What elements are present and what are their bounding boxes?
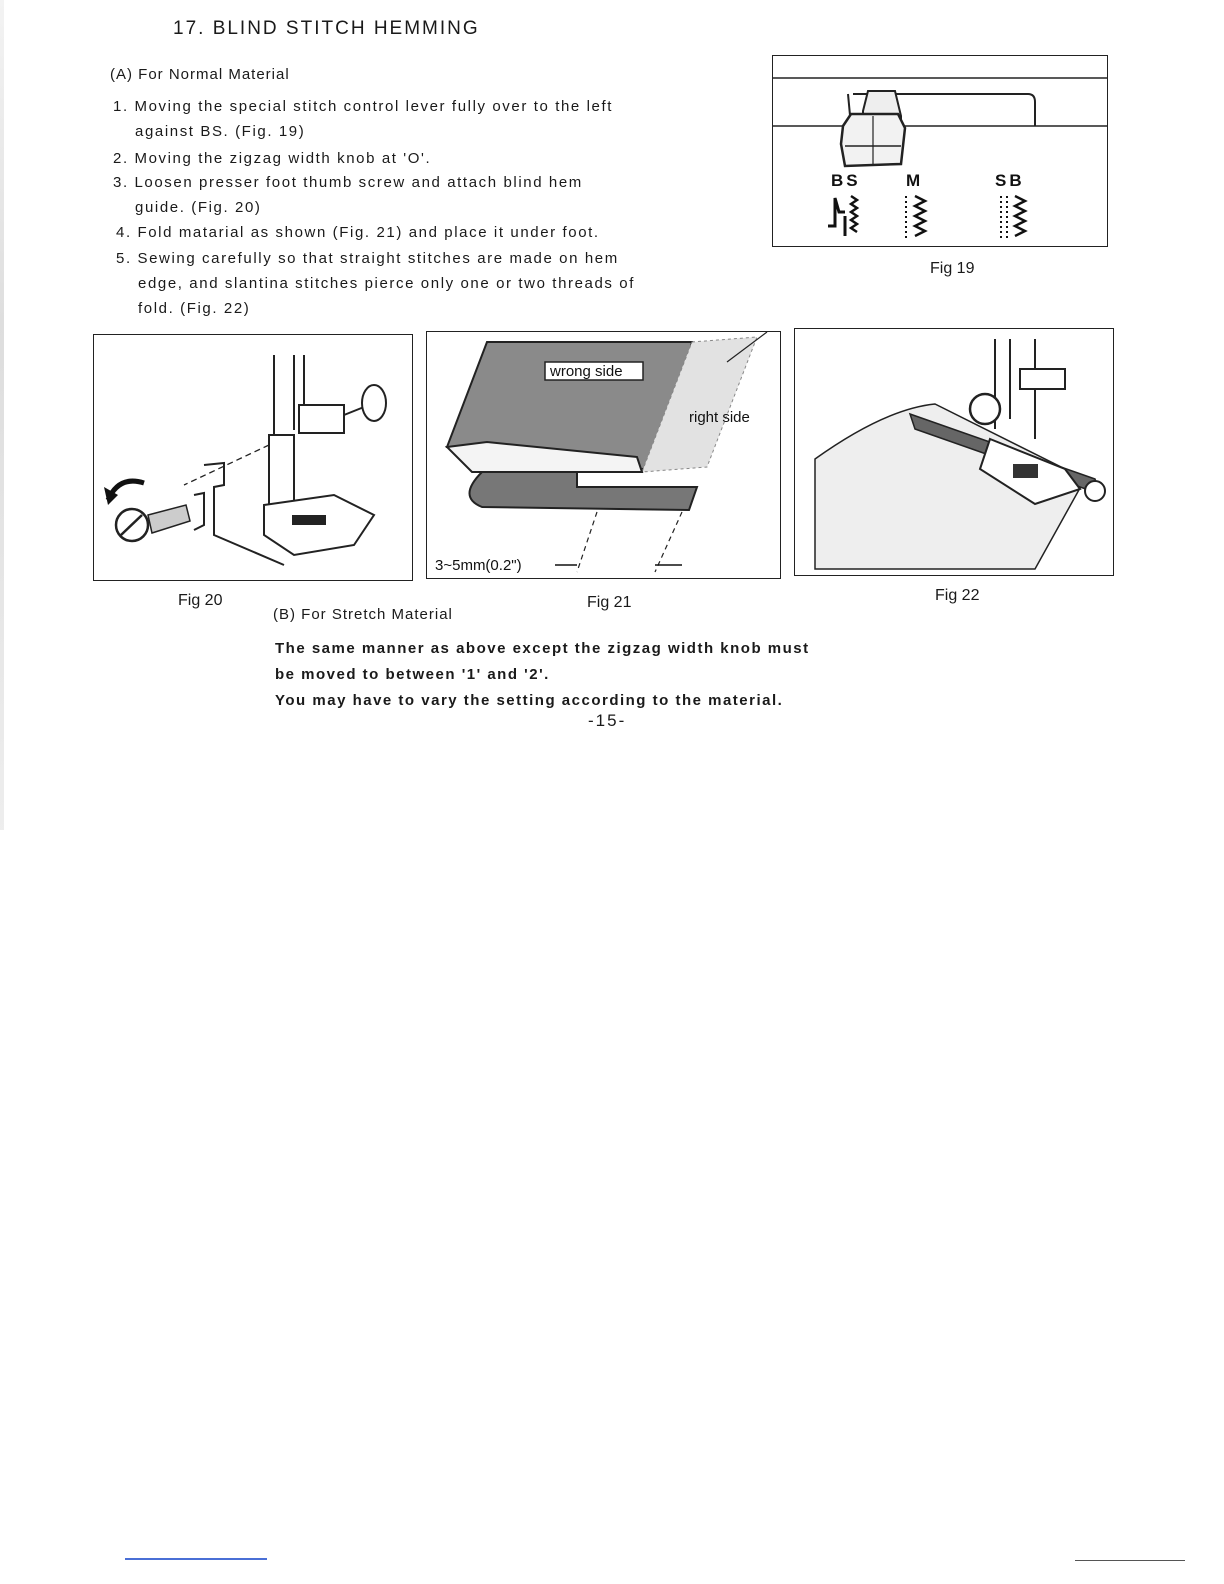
step-3: 3. Loosen presser foot thumb screw and attach blind hem guide. (Fig. 20) — [113, 174, 583, 216]
decorative-gray-rule — [1075, 1560, 1185, 1561]
fig21-illustration — [427, 332, 780, 578]
fig19-label-bs: BS — [831, 171, 861, 190]
step-2: 2. Moving the zigzag width knob at 'O'. — [113, 150, 432, 167]
step-4: 4. Fold matarial as shown (Fig. 21) and place it under foot. — [116, 224, 600, 241]
fig20-hem-guide-diagram — [93, 334, 413, 581]
fig21-caption: Fig 21 — [587, 594, 632, 611]
decorative-blue-rule — [125, 1558, 267, 1560]
step-5: 5. Sewing carefully so that straight stitches are made on hem edge, and slantina stitches pierce only one or two threads of fold. (Fig. 22) — [116, 250, 636, 317]
fig22-illustration — [795, 329, 1113, 575]
section-b-body — [275, 636, 895, 714]
fig19-label-sb: SB — [995, 171, 1025, 190]
fig21-measure-label: 3~5mm(0.2") — [435, 557, 522, 574]
fig19-stitch-lever-diagram — [772, 55, 1108, 247]
fig21-right-side-label: right side — [689, 409, 750, 426]
subsection-a-heading: (A) For Normal Material — [110, 66, 290, 83]
section-heading: 17. BLIND STITCH HEMMING — [173, 18, 480, 39]
fig19-label-m: M — [906, 171, 921, 190]
subsection-b-heading: (B) For Stretch Material — [273, 606, 453, 623]
fig22-sewing-foot-diagram — [794, 328, 1114, 576]
scan-edge-shadow — [0, 0, 4, 830]
fig20-caption: Fig 20 — [178, 592, 223, 609]
section-b-line-1: The same manner as above except the zigzag width knob must — [275, 640, 810, 657]
section-b-line-3: You may have to vary the setting according to the material. — [275, 692, 784, 709]
fig21-fabric-fold-diagram — [426, 331, 781, 579]
fig19-illustration — [773, 56, 1107, 246]
fig21-wrong-side-label: wrong side — [550, 363, 623, 380]
step-1: 1. Moving the special stitch control lever fully over to the left against BS. (Fig. 19) — [113, 98, 614, 140]
page-number: -15- — [588, 711, 627, 730]
section-b-line-2: be moved to between '1' and '2'. — [275, 666, 550, 683]
fig20-illustration — [94, 335, 412, 580]
fig19-caption: Fig 19 — [930, 260, 975, 277]
fig22-caption: Fig 22 — [935, 587, 980, 604]
